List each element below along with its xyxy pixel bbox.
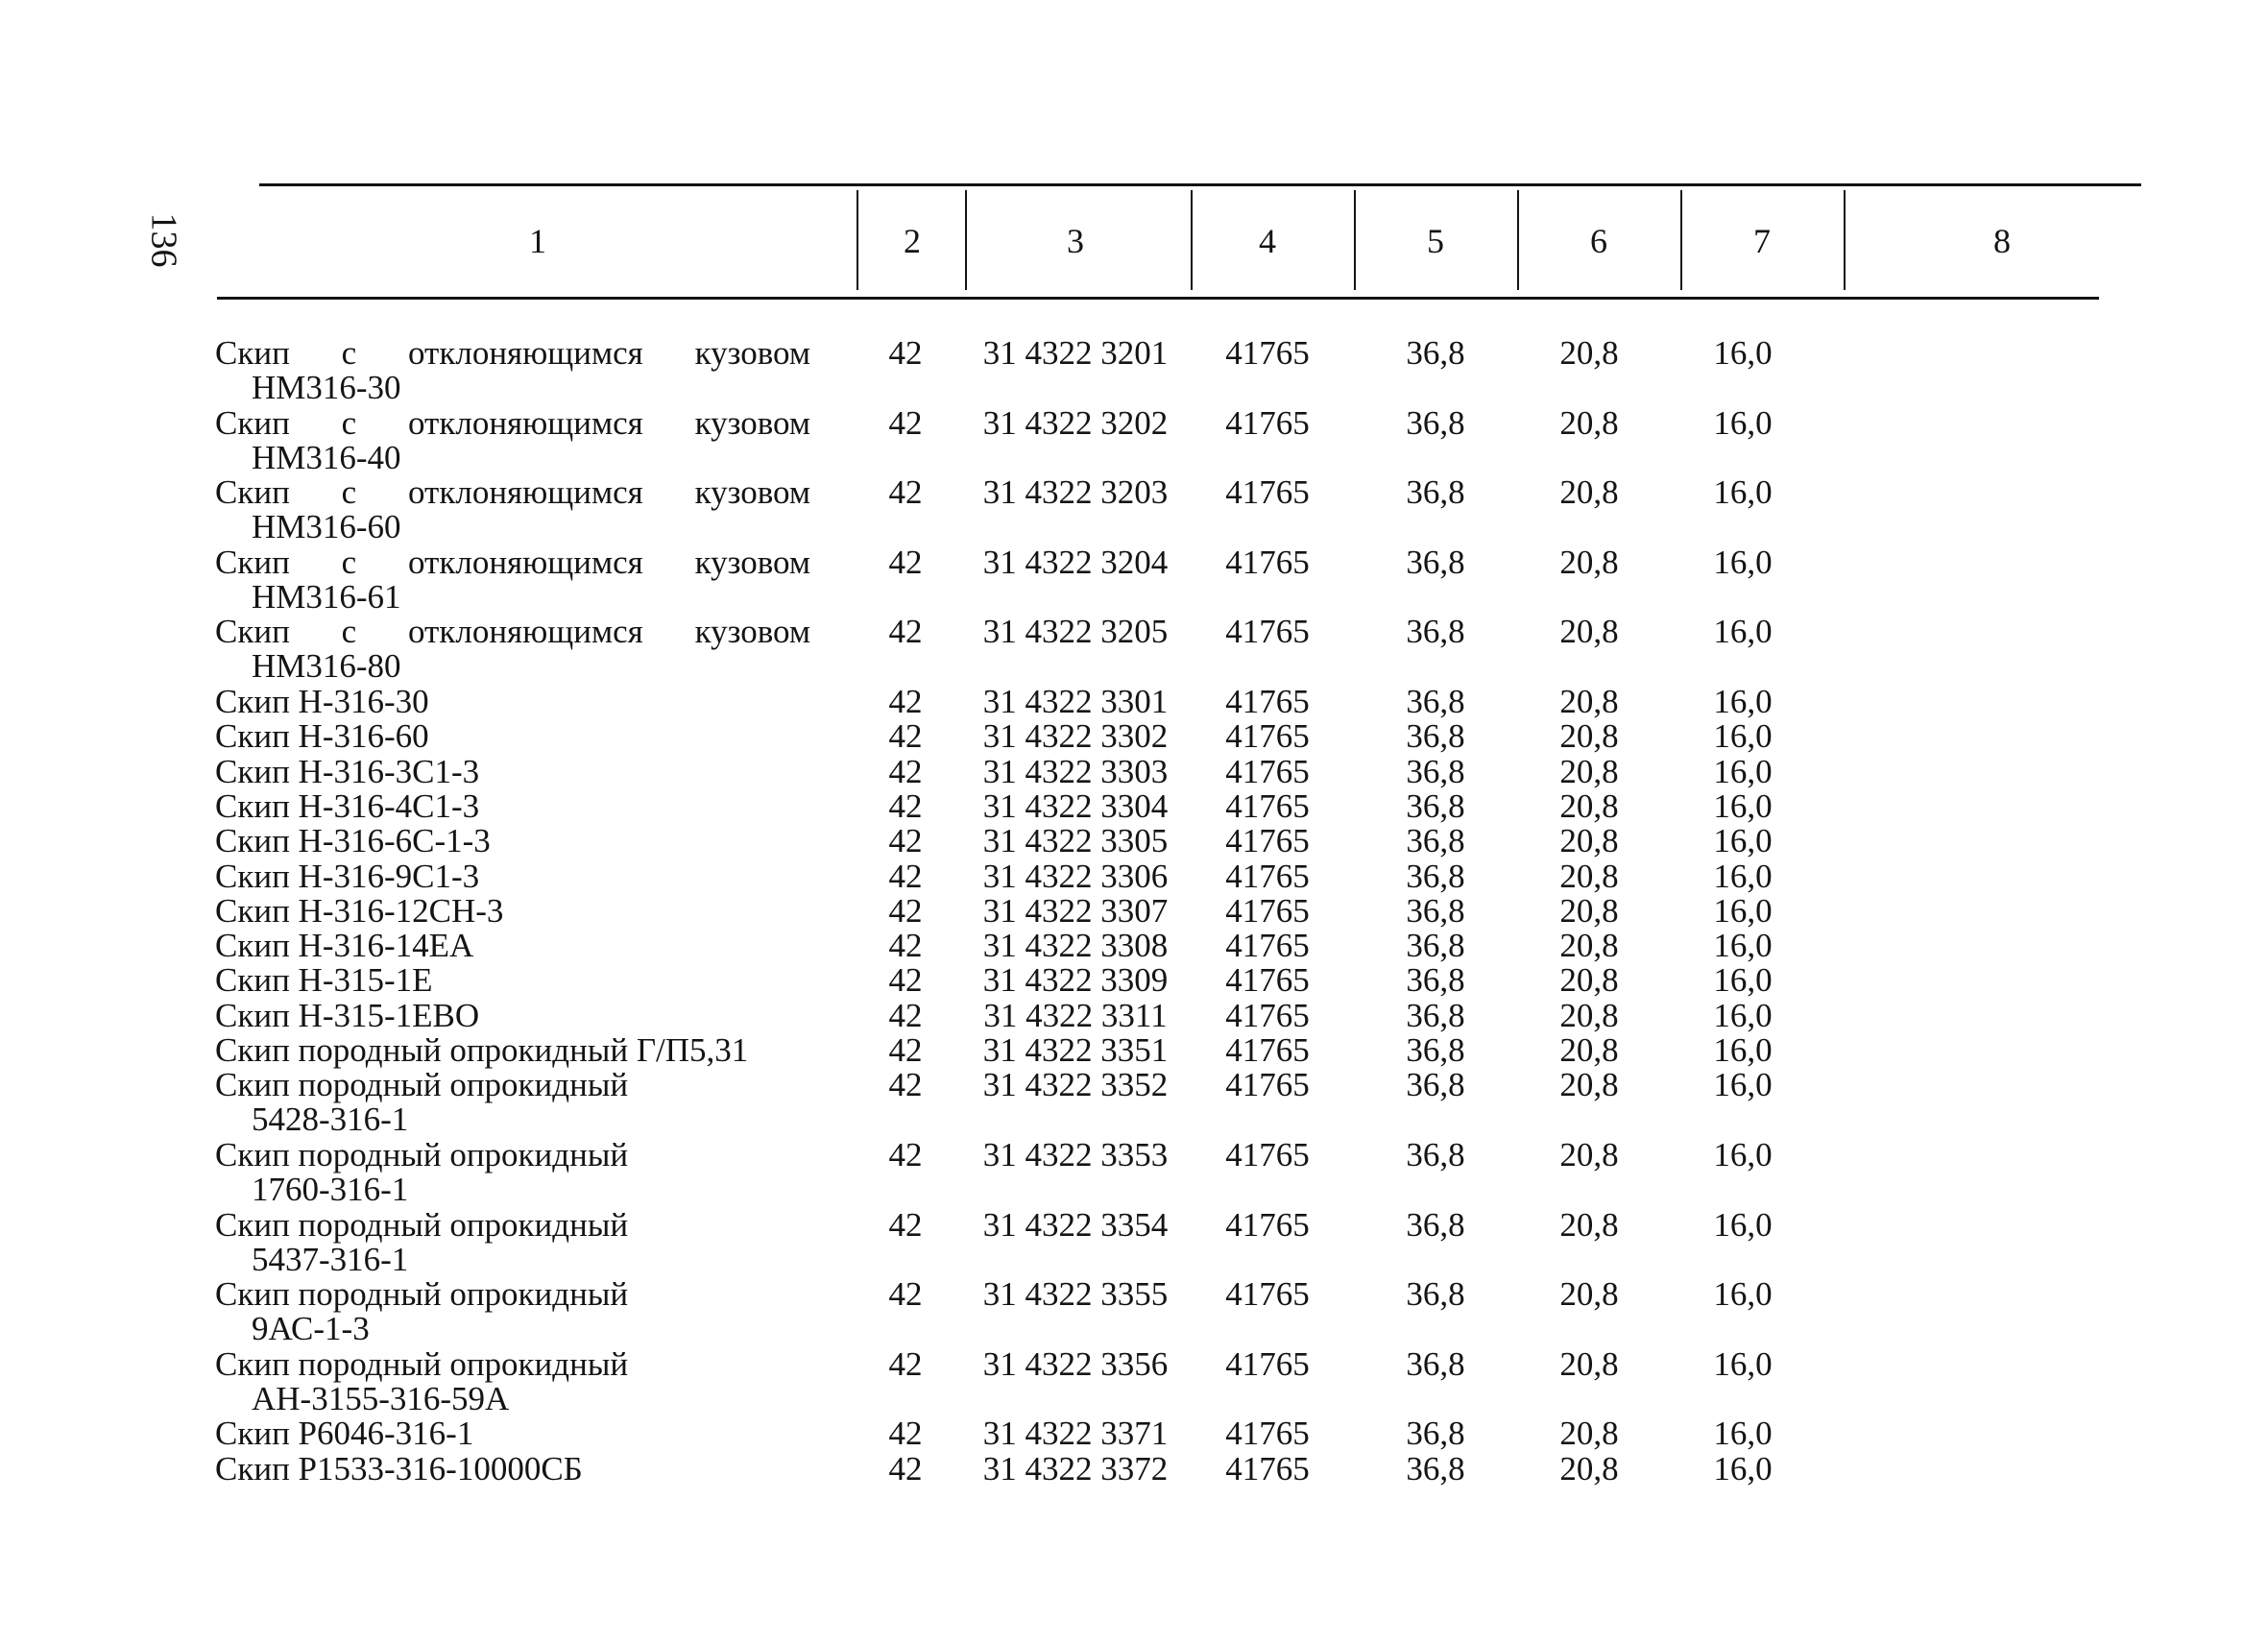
- cell-col-7: 16,0: [1713, 717, 1773, 756]
- column-divider: [1517, 190, 1519, 290]
- cell-col-3: 31 4322 3353: [982, 1135, 1169, 1173]
- cell-col-3: 31 4322 3371: [982, 1415, 1169, 1453]
- item-name-line: Скип Н-316-12СН-3: [215, 891, 504, 930]
- cell-col-2: 42: [888, 1031, 923, 1069]
- item-name: [215, 1033, 810, 1068]
- item-name: [215, 1416, 810, 1451]
- cell-col-7: 16,0: [1713, 927, 1773, 965]
- cell-col-2: 42: [888, 857, 923, 895]
- cell-col-7: 16,0: [1713, 857, 1773, 895]
- cell-col-4: 41765: [1225, 857, 1310, 895]
- item-name-continuation: 5437-316-1: [252, 1240, 409, 1278]
- cell-col-7: 16,0: [1713, 1415, 1773, 1453]
- cell-col-5: 36,8: [1406, 334, 1465, 372]
- cell-col-5: 36,8: [1406, 1449, 1465, 1488]
- item-name: [215, 1449, 810, 1488]
- cell-col-4: 41765: [1225, 961, 1310, 1000]
- item-name-line: Скип Н-316-30: [215, 683, 429, 720]
- item-name-line: Скип породный опрокидный: [215, 1205, 629, 1244]
- table-header-rule: [217, 297, 2099, 300]
- cell-col-3: 31 4322 3309: [982, 961, 1169, 1000]
- cell-col-5: 36,8: [1406, 996, 1465, 1034]
- cell-col-3: 31 4322 3311: [983, 996, 1168, 1034]
- cell-col-4: 41765: [1225, 473, 1310, 512]
- cell-col-3: 31 4322 3308: [982, 927, 1169, 965]
- cell-col-2: 42: [888, 891, 923, 930]
- cell-col-6: 20,8: [1559, 996, 1619, 1034]
- cell-col-2: 42: [888, 822, 923, 860]
- cell-col-4: 41765: [1225, 1205, 1310, 1244]
- cell-col-3: 31 4322 3352: [982, 1066, 1169, 1104]
- column-header-8: 8: [1993, 222, 2011, 260]
- item-name-continuation: 5428-316-1: [252, 1101, 409, 1139]
- column-divider: [1844, 190, 1846, 290]
- item-name: [215, 475, 810, 544]
- item-name: [215, 719, 810, 754]
- cell-col-3: 31 4322 3203: [982, 473, 1169, 512]
- cell-col-6: 20,8: [1559, 543, 1619, 581]
- cell-col-4: 41765: [1225, 1135, 1310, 1173]
- cell-col-7: 16,0: [1713, 1135, 1773, 1173]
- cell-col-6: 20,8: [1559, 1205, 1619, 1244]
- cell-col-7: 16,0: [1713, 1066, 1773, 1104]
- cell-col-5: 36,8: [1406, 717, 1465, 756]
- item-name-line: Скип Н-315-1Е: [215, 961, 433, 1000]
- item-name: [215, 891, 810, 930]
- item-name-line: Скип Н-316-60: [215, 717, 429, 756]
- item-name-line: Скип с отклоняющимся кузовом: [215, 543, 810, 581]
- cell-col-6: 20,8: [1559, 1344, 1619, 1383]
- cell-col-5: 36,8: [1406, 1415, 1465, 1453]
- cell-col-5: 36,8: [1406, 786, 1465, 825]
- cell-col-6: 20,8: [1559, 1449, 1619, 1488]
- item-name: [215, 615, 810, 684]
- cell-col-6: 20,8: [1559, 473, 1619, 512]
- cell-col-4: 41765: [1225, 752, 1310, 790]
- cell-col-5: 36,8: [1406, 1135, 1465, 1173]
- cell-col-4: 41765: [1225, 1344, 1310, 1383]
- item-name: [215, 1277, 810, 1346]
- cell-col-7: 16,0: [1713, 1031, 1773, 1069]
- item-name: [215, 824, 810, 859]
- item-name-continuation: НМ316-60: [252, 508, 401, 546]
- cell-col-7: 16,0: [1713, 1344, 1773, 1383]
- cell-col-2: 42: [888, 996, 923, 1034]
- item-name-line: Скип породный опрокидный: [215, 1135, 629, 1173]
- column-divider: [857, 190, 858, 290]
- item-name-continuation: НМ316-80: [252, 647, 401, 686]
- cell-col-2: 42: [888, 403, 923, 442]
- column-header-6: 6: [1590, 222, 1607, 260]
- cell-col-4: 41765: [1225, 996, 1310, 1034]
- cell-col-6: 20,8: [1559, 1066, 1619, 1104]
- cell-col-3: 31 4322 3205: [982, 613, 1169, 651]
- cell-col-4: 41765: [1225, 683, 1310, 720]
- cell-col-2: 42: [888, 613, 923, 651]
- cell-col-7: 16,0: [1713, 334, 1773, 372]
- cell-col-5: 36,8: [1406, 891, 1465, 930]
- cell-col-3: 31 4322 3354: [982, 1205, 1169, 1244]
- cell-col-2: 42: [888, 1135, 923, 1173]
- item-name-continuation: НМ316-30: [252, 369, 401, 406]
- item-name-line: Скип Н-315-1ЕВО: [215, 996, 480, 1034]
- cell-col-3: 31 4322 3307: [982, 891, 1169, 930]
- item-name-line: Скип породный опрокидный: [215, 1344, 629, 1383]
- column-header-4: 4: [1259, 222, 1276, 260]
- cell-col-4: 41765: [1225, 822, 1310, 860]
- column-divider: [1354, 190, 1356, 290]
- cell-col-3: 31 4322 3306: [982, 857, 1169, 895]
- cell-col-6: 20,8: [1559, 1031, 1619, 1069]
- cell-col-2: 42: [888, 1344, 923, 1383]
- item-name: [215, 859, 810, 894]
- cell-col-7: 16,0: [1713, 1205, 1773, 1244]
- item-name: [215, 1135, 810, 1208]
- cell-col-4: 41765: [1225, 1275, 1310, 1314]
- cell-col-3: 31 4322 3305: [982, 822, 1169, 860]
- cell-col-3: 31 4322 3356: [982, 1344, 1169, 1383]
- cell-col-2: 42: [888, 786, 923, 825]
- cell-col-5: 36,8: [1406, 1205, 1465, 1244]
- cell-col-6: 20,8: [1559, 1275, 1619, 1314]
- cell-col-6: 20,8: [1559, 961, 1619, 1000]
- item-name-line: Скип с отклоняющимся кузовом: [215, 334, 810, 372]
- cell-col-4: 41765: [1225, 1066, 1310, 1104]
- item-name-line: Скип Н-316-3С1-3: [215, 752, 480, 790]
- cell-col-6: 20,8: [1559, 717, 1619, 756]
- item-name-line: Скип породный опрокидный Г/П5,31: [215, 1031, 749, 1069]
- cell-col-7: 16,0: [1713, 683, 1773, 720]
- item-name: [215, 1068, 810, 1137]
- cell-col-2: 42: [888, 1449, 923, 1488]
- column-header-5: 5: [1427, 222, 1444, 260]
- cell-col-7: 16,0: [1713, 613, 1773, 651]
- cell-col-4: 41765: [1225, 1415, 1310, 1453]
- cell-col-5: 36,8: [1406, 1066, 1465, 1104]
- cell-col-4: 41765: [1225, 786, 1310, 825]
- item-name: [215, 996, 810, 1034]
- item-name-line: Скип с отклоняющимся кузовом: [215, 613, 810, 651]
- cell-col-4: 41765: [1225, 891, 1310, 930]
- cell-col-3: 31 4322 3372: [982, 1449, 1169, 1488]
- cell-col-4: 41765: [1225, 717, 1310, 756]
- cell-col-2: 42: [888, 683, 923, 720]
- cell-col-4: 41765: [1225, 543, 1310, 581]
- cell-col-3: 31 4322 3301: [982, 683, 1169, 720]
- item-name-line: Скип Н-316-6С-1-3: [215, 822, 491, 860]
- item-name-continuation: 1760-316-1: [252, 1170, 409, 1208]
- cell-col-5: 36,8: [1406, 1344, 1465, 1383]
- cell-col-5: 36,8: [1406, 683, 1465, 720]
- item-name: [215, 1344, 810, 1417]
- item-name: [215, 1205, 810, 1278]
- cell-col-5: 36,8: [1406, 857, 1465, 895]
- item-name: [215, 929, 810, 963]
- cell-col-7: 16,0: [1713, 996, 1773, 1034]
- cell-col-5: 36,8: [1406, 927, 1465, 965]
- cell-col-6: 20,8: [1559, 1415, 1619, 1453]
- cell-col-7: 16,0: [1713, 543, 1773, 581]
- item-name-line: Скип Р1533-316-10000СБ: [215, 1449, 583, 1488]
- cell-col-4: 41765: [1225, 1449, 1310, 1488]
- item-name-line: Скип породный опрокидный: [215, 1275, 629, 1314]
- table-top-rule: [259, 183, 2141, 186]
- cell-col-5: 36,8: [1406, 1031, 1465, 1069]
- cell-col-6: 20,8: [1559, 403, 1619, 442]
- cell-col-6: 20,8: [1559, 891, 1619, 930]
- cell-col-5: 36,8: [1406, 473, 1465, 512]
- cell-col-6: 20,8: [1559, 927, 1619, 965]
- item-name-line: Скип породный опрокидный: [215, 1066, 629, 1104]
- column-header-7: 7: [1753, 222, 1771, 260]
- cell-col-4: 41765: [1225, 403, 1310, 442]
- cell-col-3: 31 4322 3202: [982, 403, 1169, 442]
- cell-col-7: 16,0: [1713, 891, 1773, 930]
- cell-col-6: 20,8: [1559, 683, 1619, 720]
- cell-col-7: 16,0: [1713, 473, 1773, 512]
- cell-col-6: 20,8: [1559, 752, 1619, 790]
- item-name-line: Скип Н-316-9С1-3: [215, 857, 480, 895]
- cell-col-5: 36,8: [1406, 1275, 1465, 1314]
- cell-col-7: 16,0: [1713, 822, 1773, 860]
- cell-col-6: 20,8: [1559, 613, 1619, 651]
- cell-col-7: 16,0: [1713, 1275, 1773, 1314]
- item-name-continuation: НМ316-61: [252, 577, 401, 616]
- cell-col-4: 41765: [1225, 927, 1310, 965]
- item-name: [215, 403, 810, 476]
- cell-col-2: 42: [888, 927, 923, 965]
- cell-col-2: 42: [888, 334, 923, 372]
- cell-col-7: 16,0: [1713, 403, 1773, 442]
- item-name-line: Скип Н-316-4С1-3: [215, 786, 480, 825]
- column-divider: [1680, 190, 1682, 290]
- cell-col-7: 16,0: [1713, 1449, 1773, 1488]
- item-name: [215, 336, 810, 405]
- item-name-continuation: АН-3155-316-59А: [252, 1379, 510, 1417]
- cell-col-3: 31 4322 3355: [982, 1275, 1169, 1314]
- cell-col-2: 42: [888, 961, 923, 1000]
- cell-col-3: 31 4322 3201: [982, 334, 1169, 372]
- cell-col-3: 31 4322 3302: [982, 717, 1169, 756]
- cell-col-4: 41765: [1225, 613, 1310, 651]
- cell-col-5: 36,8: [1406, 752, 1465, 790]
- item-name-continuation: НМ316-40: [252, 438, 401, 476]
- page-number: 136: [143, 212, 184, 268]
- cell-col-6: 20,8: [1559, 1135, 1619, 1173]
- cell-col-5: 36,8: [1406, 403, 1465, 442]
- item-name-line: Скип Р6046-316-1: [215, 1415, 474, 1453]
- cell-col-2: 42: [888, 1275, 923, 1314]
- cell-col-6: 20,8: [1559, 334, 1619, 372]
- cell-col-6: 20,8: [1559, 786, 1619, 825]
- item-name: [215, 545, 810, 615]
- cell-col-4: 41765: [1225, 1031, 1310, 1069]
- cell-col-2: 42: [888, 543, 923, 581]
- cell-col-5: 36,8: [1406, 961, 1465, 1000]
- cell-col-7: 16,0: [1713, 961, 1773, 1000]
- column-header-2: 2: [904, 222, 921, 260]
- cell-col-5: 36,8: [1406, 822, 1465, 860]
- cell-col-4: 41765: [1225, 334, 1310, 372]
- column-header-1: 1: [529, 222, 546, 260]
- cell-col-6: 20,8: [1559, 822, 1619, 860]
- item-name-continuation: 9АС-1-3: [252, 1310, 370, 1348]
- cell-col-3: 31 4322 3304: [982, 786, 1169, 825]
- column-divider: [1191, 190, 1193, 290]
- cell-col-2: 42: [888, 752, 923, 790]
- item-name: [215, 752, 810, 790]
- item-name-line: Скип Н-316-14ЕА: [215, 927, 474, 965]
- cell-col-2: 42: [888, 1415, 923, 1453]
- cell-col-6: 20,8: [1559, 857, 1619, 895]
- item-name: [215, 786, 810, 825]
- item-name-line: Скип с отклоняющимся кузовом: [215, 473, 810, 512]
- item-name-line: Скип с отклоняющимся кузовом: [215, 403, 810, 442]
- column-header-3: 3: [1067, 222, 1084, 260]
- cell-col-5: 36,8: [1406, 613, 1465, 651]
- column-divider: [965, 190, 967, 290]
- cell-col-2: 42: [888, 717, 923, 756]
- cell-col-2: 42: [888, 1066, 923, 1104]
- cell-col-5: 36,8: [1406, 543, 1465, 581]
- cell-col-7: 16,0: [1713, 786, 1773, 825]
- item-name: [215, 685, 810, 719]
- cell-col-2: 42: [888, 1205, 923, 1244]
- cell-col-7: 16,0: [1713, 752, 1773, 790]
- cell-col-3: 31 4322 3303: [982, 752, 1169, 790]
- cell-col-2: 42: [888, 473, 923, 512]
- cell-col-3: 31 4322 3351: [982, 1031, 1169, 1069]
- item-name: [215, 963, 810, 998]
- cell-col-3: 31 4322 3204: [982, 543, 1169, 581]
